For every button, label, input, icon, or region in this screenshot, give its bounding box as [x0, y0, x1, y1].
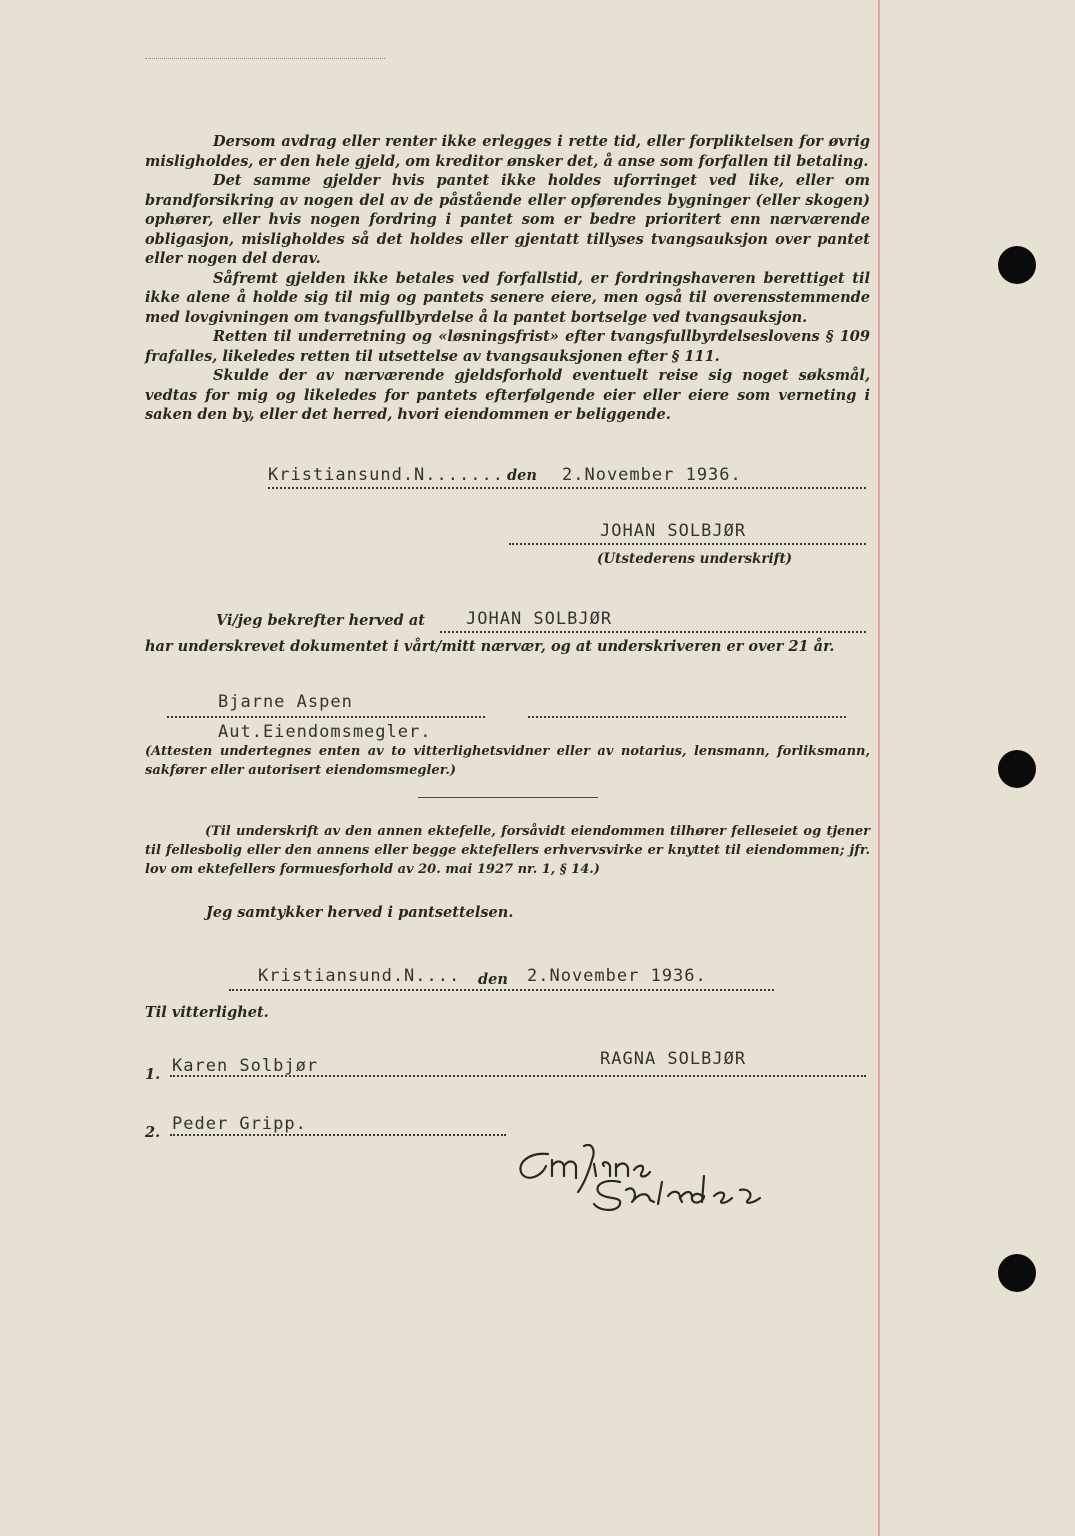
red-margin-line — [878, 0, 880, 1536]
consent-place: Kristiansund.N.... — [258, 966, 461, 986]
witness-title: Aut.Eiendomsmegler. — [218, 722, 432, 742]
witness-name: Bjarne Aspen — [218, 692, 353, 712]
confirmation-line — [440, 631, 866, 633]
attest-note: (Attesten undertegnes enten av to vitterlighetsvidner eller av notarius, lensmann, forliksmann, sakfører eller autorisert eiendomsmegler.) — [145, 744, 870, 778]
legal-paragraph: Det samme gjelder hvis pantet ikke holdes uforringet ved like, eller om brandforsikring av nogen del av de påstående eller opførendes bygninger (eller skogen) ophører, eller hvis nogen fordring i pantet som er bedre prioritert enn nærværende obligasjon, misligholdes så det holdes eller gjentatt tillyses tvangsauksjon over pantet eller nogen del derav. — [145, 172, 870, 267]
confirmation-prefix: Vi/jeg bekrefter herved at — [216, 612, 425, 629]
punch-hole-top — [998, 246, 1036, 284]
issuer-signature-line — [509, 543, 866, 545]
witness-1-name: Karen Solbjør — [172, 1056, 319, 1076]
issuer-place: Kristiansund.N....... — [268, 465, 504, 485]
issuer-date-line — [268, 487, 866, 489]
confirmation-continuation: har underskrevet dokumentet i vårt/mitt nærvær, og at underskriveren er over 21 år. — [145, 638, 835, 655]
issuer-signer-name: JOHAN SOLBJØR — [600, 521, 747, 541]
til-vitterlighet: Til vitterlighet. — [145, 1004, 269, 1021]
punch-hole-bottom — [998, 1254, 1036, 1292]
legal-paragraph: Skulde der av nærværende gjeldsforhold eventuelt reise sig noget søksmål, vedtas for mig og likeledes for pantets efterfølgende eier eller eiere som verneting i saken den by, eller det herred, hvori eiendommen er beliggende. — [145, 367, 870, 423]
issuer-den-label: den — [507, 467, 537, 484]
witness-2-number: 2. — [145, 1124, 161, 1141]
witness-2-name: Peder Gripp. — [172, 1114, 307, 1134]
consent-date-line — [229, 989, 774, 991]
witness-2-line — [170, 1134, 506, 1136]
spouse-signer-name: RAGNA SOLBJØR — [600, 1049, 747, 1069]
section-divider — [418, 797, 598, 798]
witness-line-right — [528, 716, 846, 718]
issuer-date: 2.November 1936. — [562, 465, 742, 485]
spouse-note: (Til underskrift av den annen ektefelle, forsåvidt eiendommen tilhører felleseiet og tjener til fellesbolig eller den annens eller begge ektefellers erhvervsvirke er knyttet til eiendommen; jfr. lov om ektefellers formuesforhold av 20. mai 1927 nr. 1, § 14.) — [145, 824, 870, 877]
handwritten-signature — [508, 1140, 768, 1220]
consent-text: Jeg samtykker herved i pantsettelsen. — [206, 904, 514, 921]
issuer-signature-caption: (Utstederens underskrift) — [597, 551, 793, 567]
witness-1-number: 1. — [145, 1066, 161, 1083]
legal-paragraph: Dersom avdrag eller renter ikke erlegges i rette tid, eller forpliktelsen for øvrig misligholdes, er den hele gjeld, om kreditor ønsker det, å anse som forfallen til betaling. — [145, 133, 870, 170]
legal-paragraph: Retten til underretning og «løsningsfrist» efter tvangsfullbyrdelseslovens § 109 frafalles, likeledes retten til utsettelse av tvangsauksjonen efter § 111. — [145, 328, 870, 365]
legal-terms — [145, 132, 870, 425]
witness-1-line — [170, 1075, 866, 1077]
faded-header-print — [145, 58, 385, 59]
consent-date: 2.November 1936. — [527, 966, 707, 986]
punch-hole-middle — [998, 750, 1036, 788]
legal-paragraph: Såfremt gjelden ikke betales ved forfallstid, er fordringshaveren berettiget til ikke alene å holde sig til mig og pantets senere eiere, men også til overensstemmende med lovgivningen om tvangsfullbyrdelse å la pantet bortselge ved tvangsauksjon. — [145, 269, 870, 326]
consent-den-label: den — [478, 971, 508, 988]
witness-line-left — [167, 716, 485, 718]
confirmation-name: JOHAN SOLBJØR — [466, 609, 613, 629]
